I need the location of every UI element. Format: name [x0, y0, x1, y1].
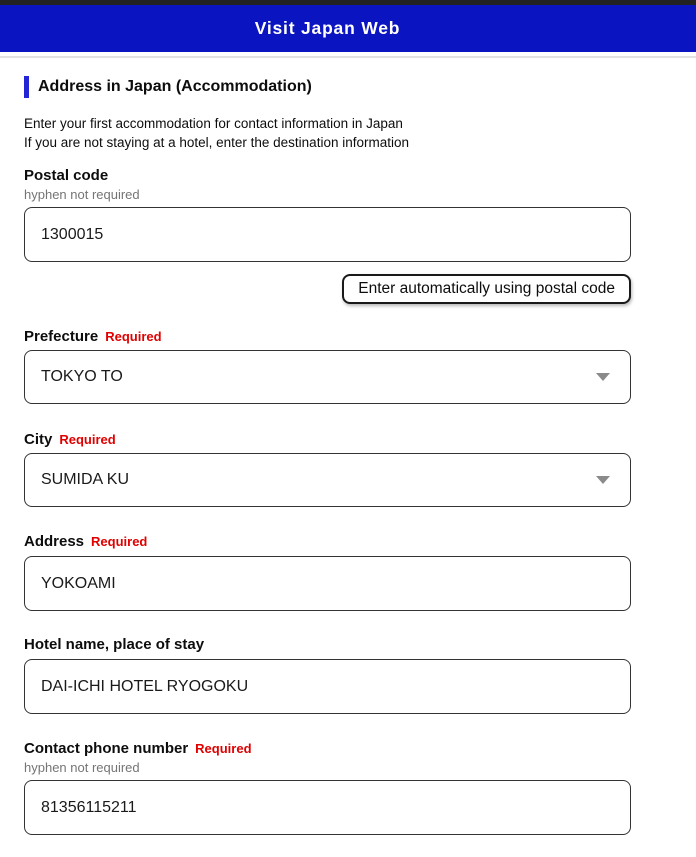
description-line-1: Enter your first accommodation for contact information in Japan: [24, 116, 403, 131]
header-divider: [0, 52, 696, 58]
prefecture-select-value: TOKYO TO: [41, 368, 123, 385]
contact-phone-helper: hyphen not required: [24, 760, 140, 775]
hotel-name-label: Hotel name, place of stay: [24, 636, 205, 653]
city-label: City: [24, 431, 53, 448]
postal-code-input[interactable]: [24, 207, 631, 262]
address-field-group: [24, 533, 631, 611]
accommodation-form: [0, 76, 655, 835]
hotel-name-field-group: [24, 636, 631, 714]
city-select[interactable]: [24, 453, 631, 507]
autofill-postal-code-button[interactable]: Enter automatically using postal code: [342, 274, 631, 304]
postal-autofill-row: [24, 274, 631, 304]
section-heading: Address in Japan (Accommodation): [24, 76, 631, 98]
app-header: [0, 5, 696, 52]
postal-code-helper: hyphen not required: [24, 187, 140, 202]
city-select-value: SUMIDA KU: [41, 471, 130, 488]
city-required-badge: Required: [59, 432, 116, 447]
prefecture-required-badge: Required: [105, 329, 162, 344]
address-input[interactable]: [24, 556, 631, 611]
page-title: Visit Japan Web: [254, 18, 401, 38]
contact-phone-label: Contact phone number: [24, 740, 189, 757]
hotel-name-input[interactable]: [24, 659, 631, 714]
prefecture-select[interactable]: [24, 350, 631, 404]
postal-code-label: Postal code: [24, 167, 109, 184]
description-line-2: If you are not staying at a hotel, enter the destination information: [24, 135, 409, 150]
address-required-badge: Required: [91, 534, 148, 549]
address-label: Address: [24, 533, 85, 550]
prefecture-label: Prefecture: [24, 328, 99, 345]
chevron-down-icon: [596, 476, 610, 484]
contact-phone-input[interactable]: [24, 780, 631, 835]
prefecture-field-group: [24, 328, 631, 404]
contact-phone-field-group: [24, 740, 631, 835]
postal-code-field-group: [24, 167, 631, 262]
contact-phone-required-badge: Required: [195, 741, 252, 756]
section-description: [24, 114, 631, 152]
chevron-down-icon: [596, 373, 610, 381]
city-field-group: [24, 431, 631, 507]
